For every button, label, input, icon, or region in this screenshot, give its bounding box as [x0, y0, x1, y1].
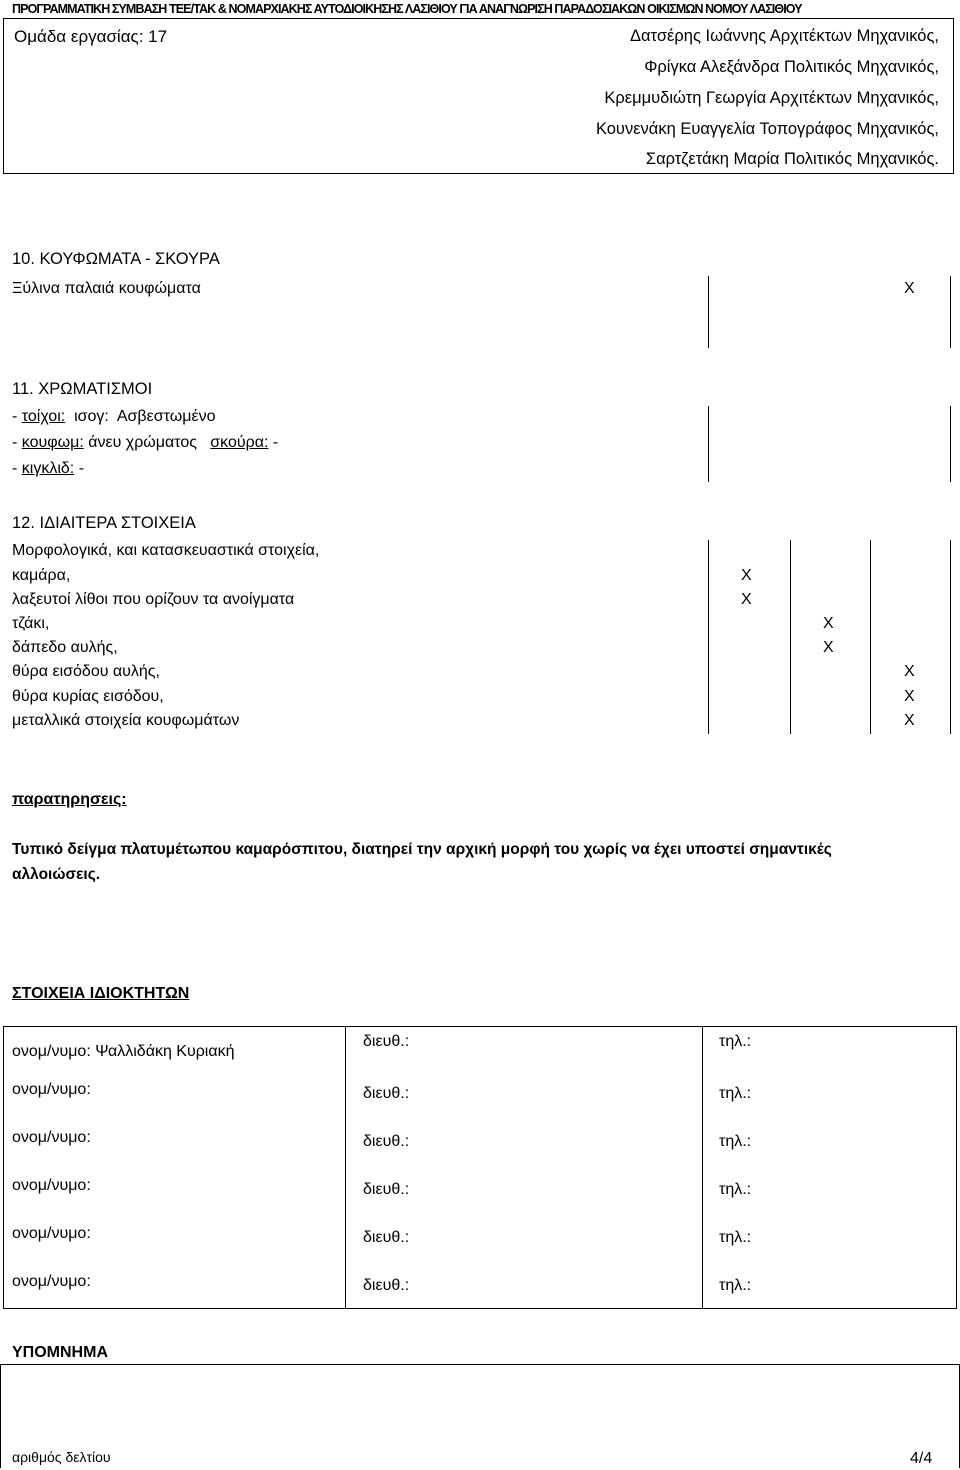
team-box: [3, 18, 954, 174]
team-member: Κουνενάκη Ευαγγελία Τοπογράφος Μηχανικός,: [595, 120, 939, 138]
check-mark: X: [904, 280, 915, 297]
check-mark: X: [904, 712, 915, 729]
team-member: Δατσέρης Ιωάννης Αρχιτέκτων Μηχανικός,: [630, 27, 939, 45]
team-label: Ομάδα εργασίας: 17: [14, 27, 168, 46]
check-mark: X: [823, 639, 834, 656]
owner-phone: τηλ.:: [719, 1085, 752, 1102]
column-divider: [950, 540, 951, 734]
legend-box: [0, 1364, 960, 1468]
column-divider: [708, 406, 709, 482]
paint-railings-line: - κιγκλιδ: -: [12, 460, 85, 477]
owner-name: ονομ/νυμο: Ψαλλιδάκη Κυριακή: [12, 1043, 235, 1060]
section-12-intro: Μορφολογικά, και κατασκευαστικά στοιχεία,: [12, 542, 320, 559]
owner-name: ονομ/νυμο:: [12, 1129, 91, 1146]
owners-title: ΣΤΟΙΧΕΙΑ ΙΔΙΟΚΤΗΤΩΝ: [12, 985, 190, 1002]
owner-address: διευθ.:: [363, 1229, 410, 1246]
sheet-number-label: αριθμός δελτίου: [12, 1449, 111, 1465]
owner-phone: τηλ.:: [719, 1181, 752, 1198]
check-mark: X: [741, 567, 752, 584]
column-divider: [708, 540, 709, 734]
program-title: ΠΡΟΓΡΑΜΜΑΤΙΚΗ ΣΥΜΒΑΣΗ ΤΕΕ/ΤΑΚ & ΝΟΜΑΡΧΙΑΚΗΣ ΑΥΤΟΔΙΟΙΚΗΣΗΣ ΛΑΣΙΘΙΟΥ ΓΙΑ ΑΝΑΓΝΩΡΙΣΗ ΠΑΡΑΔΟΣΙΑΚΩΝ ΟΙΚΙΣΜΩΝ ΝΟΜΟΥ ΛΑΣΙΘΙΟΥ: [12, 2, 802, 16]
check-mark: X: [904, 663, 915, 680]
column-divider: [950, 276, 951, 348]
owner-name: ονομ/νυμο:: [12, 1081, 91, 1098]
feature-label: θύρα κυρίας εισόδου,: [12, 688, 164, 705]
section-10-row-label: Ξύλινα παλαιά κουφώματα: [12, 280, 201, 297]
remarks-text-line: Τυπικό δείγμα πλατυμέτωπου καμαρόσπιτου, διατηρεί την αρχική μορφή του χωρίς να έχει υποστεί σημαντικές: [12, 841, 832, 858]
section-10-title: 10. ΚΟΥΦΩΜΑΤΑ - ΣΚΟΥΡΑ: [12, 250, 220, 268]
table-column-divider: [345, 1027, 346, 1308]
owner-name: ονομ/νυμο:: [12, 1177, 91, 1194]
feature-label: μεταλλικά στοιχεία κουφωμάτων: [12, 712, 240, 729]
column-divider: [950, 406, 951, 482]
owner-name: ονομ/νυμο:: [12, 1225, 91, 1242]
owners-table: [3, 1026, 957, 1309]
feature-label: λαξευτοί λίθοι που ορίζουν τα ανοίγματα: [12, 591, 295, 608]
owner-phone: τηλ.:: [719, 1033, 752, 1050]
remarks-text-line: αλλοιώσεις.: [12, 866, 101, 883]
paint-walls-line: - τοίχοι: ισογ: Ασβεστωμένο: [12, 408, 216, 425]
owner-name: ονομ/νυμο:: [12, 1273, 91, 1290]
team-member: Φρίγκα Αλεξάνδρα Πολιτικός Μηχανικός,: [644, 58, 939, 76]
feature-label: καμάρα,: [12, 567, 71, 584]
owner-address: διευθ.:: [363, 1181, 410, 1198]
feature-label: τζάκι,: [12, 615, 50, 632]
table-column-divider: [702, 1027, 703, 1308]
owner-address: διευθ.:: [363, 1277, 410, 1294]
check-mark: X: [823, 615, 834, 632]
owner-phone: τηλ.:: [719, 1133, 752, 1150]
column-divider: [790, 540, 791, 734]
feature-label: θύρα εισόδου αυλής,: [12, 663, 160, 680]
column-divider: [708, 276, 709, 348]
team-member: Κρεμμυδιώτη Γεωργία Αρχιτέκτων Μηχανικός,: [604, 89, 939, 107]
owner-phone: τηλ.:: [719, 1229, 752, 1246]
column-divider: [870, 540, 871, 734]
check-mark: X: [741, 591, 752, 608]
section-11-title: 11. ΧΡΩΜΑΤΙΣΜΟΙ: [12, 380, 153, 398]
owner-address: διευθ.:: [363, 1085, 410, 1102]
feature-label: δάπεδο αυλής,: [12, 639, 118, 656]
check-mark: X: [904, 688, 915, 705]
owner-address: διευθ.:: [363, 1033, 410, 1050]
section-12-title: 12. ΙΔΙΑΙΤΕΡΑ ΣΤΟΙΧΕΙΑ: [12, 514, 196, 532]
remarks-label: παρατηρησεις:: [12, 791, 127, 808]
page-number: 4/4: [910, 1450, 933, 1467]
paint-frames-line: - κουφωμ: άνευ χρώματος σκούρα: -: [12, 434, 279, 451]
legend-title: ΥΠΟΜΝΗΜΑ: [12, 1344, 108, 1361]
owner-phone: τηλ.:: [719, 1277, 752, 1294]
team-member: Σαρτζετάκη Μαρία Πολιτικός Μηχανικός.: [645, 150, 939, 168]
owner-address: διευθ.:: [363, 1133, 410, 1150]
